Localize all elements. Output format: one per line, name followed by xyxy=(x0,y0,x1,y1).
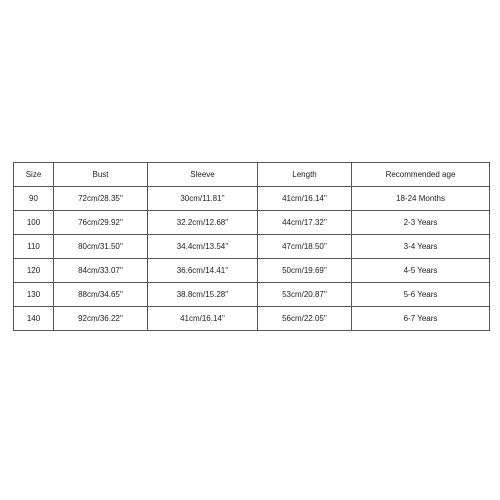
table-row xyxy=(14,211,490,235)
cell-size: 120 xyxy=(14,259,54,283)
table-header-row xyxy=(14,163,490,187)
header-size: Size xyxy=(14,163,54,187)
cell-recommended-age: 6-7 Years xyxy=(352,307,490,331)
cell-bust: 92cm/36.22'' xyxy=(54,307,148,331)
header-recommended-age: Recommended age xyxy=(352,163,490,187)
header-length: Length xyxy=(258,163,352,187)
cell-size: 100 xyxy=(14,211,54,235)
table-row xyxy=(14,187,490,211)
cell-sleeve: 36.6cm/14.41'' xyxy=(148,259,258,283)
cell-recommended-age: 3-4 Years xyxy=(352,235,490,259)
table-row xyxy=(14,259,490,283)
header-sleeve: Sleeve xyxy=(148,163,258,187)
cell-bust: 72cm/28.35'' xyxy=(54,187,148,211)
cell-bust: 88cm/34.65'' xyxy=(54,283,148,307)
table-row xyxy=(14,235,490,259)
cell-recommended-age: 4-5 Years xyxy=(352,259,490,283)
cell-recommended-age: 2-3 Years xyxy=(352,211,490,235)
table-row xyxy=(14,307,490,331)
cell-length: 53cm/20.87'' xyxy=(258,283,352,307)
size-chart-table xyxy=(13,162,490,331)
table-row xyxy=(14,283,490,307)
cell-bust: 76cm/29.92'' xyxy=(54,211,148,235)
cell-length: 44cm/17.32'' xyxy=(258,211,352,235)
cell-sleeve: 32.2cm/12.68'' xyxy=(148,211,258,235)
cell-size: 90 xyxy=(14,187,54,211)
cell-recommended-age: 5-6 Years xyxy=(352,283,490,307)
cell-recommended-age: 18-24 Months xyxy=(352,187,490,211)
cell-size: 140 xyxy=(14,307,54,331)
cell-sleeve: 34.4cm/13.54'' xyxy=(148,235,258,259)
cell-size: 110 xyxy=(14,235,54,259)
cell-sleeve: 30cm/11.81'' xyxy=(148,187,258,211)
cell-size: 130 xyxy=(14,283,54,307)
cell-length: 50cm/19.69'' xyxy=(258,259,352,283)
cell-length: 41cm/16.14'' xyxy=(258,187,352,211)
header-bust: Bust xyxy=(54,163,148,187)
cell-length: 56cm/22.05'' xyxy=(258,307,352,331)
cell-sleeve: 38.8cm/15.28'' xyxy=(148,283,258,307)
cell-bust: 84cm/33.07'' xyxy=(54,259,148,283)
cell-sleeve: 41cm/16.14'' xyxy=(148,307,258,331)
cell-length: 47cm/18.50'' xyxy=(258,235,352,259)
cell-bust: 80cm/31.50'' xyxy=(54,235,148,259)
